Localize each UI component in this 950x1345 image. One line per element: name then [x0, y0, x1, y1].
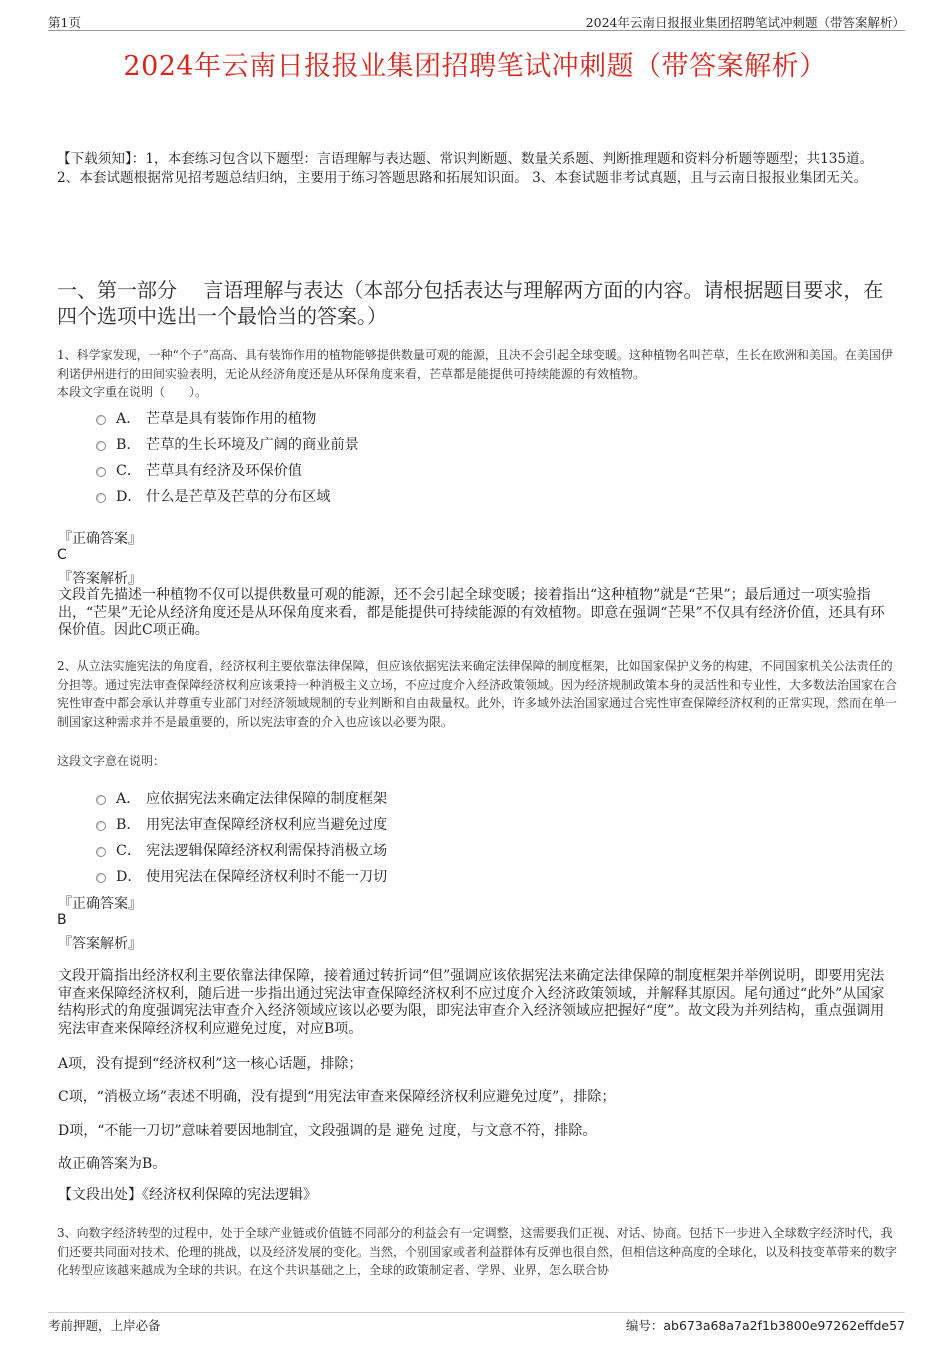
radio-icon[interactable]: [96, 795, 106, 805]
analysis-label: 『答案解析』: [58, 936, 142, 952]
question-2-stem: 2、从立法实施宪法的角度看，经济权利主要依靠法律保障，但应该依据宪法来确定法律保障的制度框架，比如国家保护义务的构建，不同国家机关公法责任的分担等。通过宪法审查保障经济权利应该秉持一种消极主义立场，不应过度介入经济政策领域。因为经济规制政策本身的灵活性和专业性，大多数法治国家在合宪性审查中都会承认并尊重专业部门对经济领域规制的专业判断和自由裁量权。此外，许多域外法治国家通过合宪性审查保障经济权利的正常实现，然而在单一制国家这种需求并不是最重要的，所以宪法审查的介入也应该以必要为限。: [57, 659, 898, 729]
option-a[interactable]: A． 芒草是具有装饰作用的植物: [96, 405, 596, 431]
analysis-note: D项，“不能一刀切”意味着要因地制宜，文段强调的是 避免 过度，与文意不符，排除。: [58, 1123, 597, 1139]
option-b[interactable]: B． 用宪法审查保障经济权利应当避免过度: [96, 811, 596, 837]
section-heading: 一、第一部分 言语理解与表达（本部分包括表达与理解两方面的内容。请根据题目要求，在四个选项中选出一个最恰当的答案。）: [57, 278, 884, 328]
question-2-analysis: 文段开篇指出经济权利主要依靠法律保障，接着通过转折词“但”强调应该依据宪法来确定法律保障的制度框架并举例说明，即要用宪法审查来保障经济权利，随后进一步指出通过宪法审查保障经济权利不应过度介入经济政策领域，并解释其原因。尾句通过“此外”从国家结构形式的角度强调宪法审查介入经济领域应该以必要为限，即宪法审查介入经济领域应把握好“度”。故文段为并列结构，重点强调用宪法审查来保障经济权利应避免过度，对应B项。: [58, 968, 885, 1037]
radio-icon[interactable]: [96, 493, 106, 503]
radio-icon[interactable]: [96, 467, 106, 477]
page-title: 2024年云南日报报业集团招聘笔试冲刺题（带答案解析）: [123, 51, 827, 82]
analysis-note: A项，没有提到“经济权利”这一核心话题，排除；: [58, 1056, 363, 1072]
question-1-prompt: 本段文字重在说明（ ）。: [57, 385, 208, 399]
radio-icon[interactable]: [96, 441, 106, 451]
question-2-prompt: 这段文字意在说明：: [57, 754, 166, 768]
question-1-stem: 1、科学家发现，一种“个子”高高、具有装饰作用的植物能够提供数量可观的能源，且决不会引起全球变暖。这种植物名叫芒草，生长在欧洲和美国。在美国伊利诺伊州进行的田间实验表明，无论从经济角度还是从环保角度来看，芒草都是能提供可持续能源的有效植物。 本段文字重在说明（ ）。: [57, 346, 897, 402]
correct-answer-label: 『正确答案』: [58, 896, 142, 912]
option-b[interactable]: B． 芒草的生长环境及广阔的商业前景: [96, 431, 596, 457]
analysis-label: 『答案解析』: [58, 571, 142, 587]
page-number: 第1页: [48, 15, 81, 30]
footer-code: 编号：ab673a68a7a2f1b3800e97262effde57: [625, 1318, 905, 1333]
header-doc-title: 2024年云南日报报业集团招聘笔试冲刺题（带答案解析）: [585, 15, 905, 30]
correct-answer-label: 『正确答案』: [58, 531, 142, 547]
radio-icon[interactable]: [96, 821, 106, 831]
analysis-note: C项，“消极立场”表述不明确，没有提到“用宪法审查来保障经济权利应避免过度”，排除；: [58, 1089, 616, 1105]
radio-icon[interactable]: [96, 873, 106, 883]
question-1-analysis: 文段首先描述一种植物不仅可以提供数量可观的能源，还不会引起全球变暖；接着指出“这种植物”就是“芒果”；最后通过一项实验指出，“芒果”无论从经济角度还是从环保角度来看，都是能提供可持续能源的有效植物。即意在强调“芒果”不仅具有经济价值，还具有环保价值。因此C项正确。: [58, 587, 885, 638]
question-3-stem: 3、向数字经济转型的过程中，处于全球产业链或价值链不同部分的利益会有一定调整，这需要我们正视、对话、协商。包括下一步进入全球数字经济时代，我们还要共同面对技术、伦理的挑战，以及经济发展的变化。当然，个别国家或者利益群体有反弹也很自然，但相信这种高度的全球化，以及科技变革带来的数字化转型应该越来越成为全球的共识。在这个共识基础之上，全球的政策制定者、学界、业界，怎么联合协: [57, 1226, 898, 1277]
option-a[interactable]: A． 应依据宪法来确定法律保障的制度框架: [96, 785, 596, 811]
option-c[interactable]: C． 宪法逻辑保障经济权利需保持消极立场: [96, 837, 596, 863]
question-2-answer: B: [57, 912, 67, 928]
question-1-answer: C: [57, 547, 67, 563]
page-header: [48, 10, 905, 31]
footer-slogan: 考前押题，上岸必备: [48, 1318, 161, 1333]
source-note: 【文段出处】《经济权利保障的宪法逻辑》: [58, 1187, 317, 1203]
option-d[interactable]: D． 什么是芒草及芒草的分布区域: [96, 483, 596, 509]
radio-icon[interactable]: [96, 847, 106, 857]
analysis-note: 故正确答案为B。: [58, 1156, 167, 1172]
option-c[interactable]: C． 芒草具有经济及环保价值: [96, 457, 596, 483]
download-notice: 【下载须知】：1，本套练习包含以下题型：言语理解与表达题、常识判断题、数量关系题、判断推理题和资料分析题等题型；共135道。 2、本套试题根据常见招考题总结归纳，主要用于练习答题思路和拓展知识面。 3、本套试题非考试真题，且与云南日报报业集团无关。: [57, 151, 874, 186]
page-footer: [48, 1312, 905, 1333]
radio-icon[interactable]: [96, 415, 106, 425]
question-1-options: [96, 405, 596, 509]
option-d[interactable]: D． 使用宪法在保障经济权利时不能一刀切: [96, 863, 596, 889]
question-2-options: [96, 785, 596, 889]
